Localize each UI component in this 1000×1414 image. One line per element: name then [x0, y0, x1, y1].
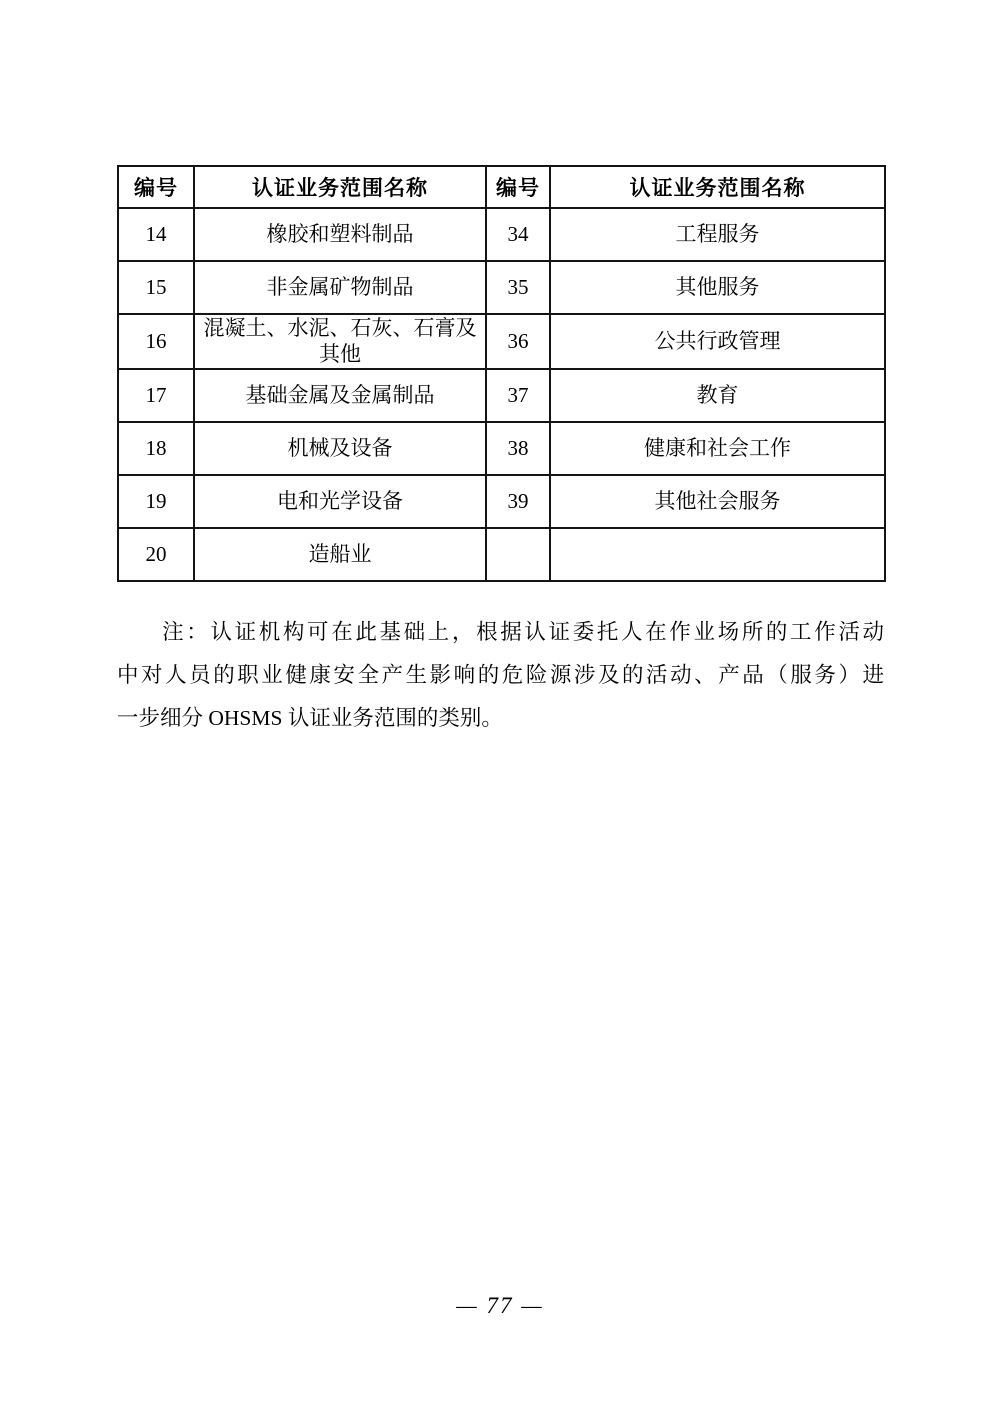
cell-scope-name-right: 健康和社会工作 [550, 422, 885, 475]
note-line: 中对人员的职业健康安全产生影响的危险源涉及的活动、产品（服务）进 [117, 663, 884, 687]
cell-scope-name-right [550, 528, 885, 581]
table-row [118, 369, 885, 422]
cell-number-right: 37 [486, 369, 550, 422]
note-line: 注：认证机构可在此基础上，根据认证委托人在作业场所的工作活动 [162, 620, 884, 644]
cell-number-right: 39 [486, 475, 550, 528]
certification-scope-table [117, 165, 886, 582]
cell-number-left: 17 [118, 369, 194, 422]
cell-number-right: 36 [486, 314, 550, 369]
cell-number-right: 35 [486, 261, 550, 314]
cell-scope-name-left: 橡胶和塑料制品 [194, 208, 486, 261]
cell-number-left: 15 [118, 261, 194, 314]
cell-scope-name-right: 教育 [550, 369, 885, 422]
note-line: 一步细分 OHSMS 认证业务范围的类别。 [117, 706, 503, 730]
cell-number-left: 18 [118, 422, 194, 475]
cell-scope-name-right: 其他服务 [550, 261, 885, 314]
cell-number-left: 19 [118, 475, 194, 528]
cell-number-left: 16 [118, 314, 194, 369]
cell-scope-name-left: 造船业 [194, 528, 486, 581]
table-row [118, 528, 885, 581]
header-scope-name-right: 认证业务范围名称 [550, 166, 885, 208]
cell-scope-name-left: 混凝土、水泥、石灰、石膏及其他 [194, 314, 486, 369]
cell-number-right: 38 [486, 422, 550, 475]
cell-scope-name-left: 机械及设备 [194, 422, 486, 475]
cell-scope-name-left: 电和光学设备 [194, 475, 486, 528]
header-number-right: 编号 [486, 166, 550, 208]
table-header-row [118, 166, 885, 208]
table-row [118, 475, 885, 528]
header-number-left: 编号 [118, 166, 194, 208]
table-row [118, 208, 885, 261]
table-row [118, 314, 885, 369]
cell-number-right: 34 [486, 208, 550, 261]
header-scope-name-left: 认证业务范围名称 [194, 166, 486, 208]
table-row [118, 422, 885, 475]
cell-scope-name-right: 其他社会服务 [550, 475, 885, 528]
cell-scope-name-left: 非金属矿物制品 [194, 261, 486, 314]
note-paragraph [117, 611, 884, 740]
table-row [118, 261, 885, 314]
cell-number-right [486, 528, 550, 581]
cell-number-left: 20 [118, 528, 194, 581]
page-number: — 77 — [456, 1293, 544, 1318]
cell-scope-name-right: 公共行政管理 [550, 314, 885, 369]
cell-number-left: 14 [118, 208, 194, 261]
cell-scope-name-left: 基础金属及金属制品 [194, 369, 486, 422]
cell-scope-name-right: 工程服务 [550, 208, 885, 261]
